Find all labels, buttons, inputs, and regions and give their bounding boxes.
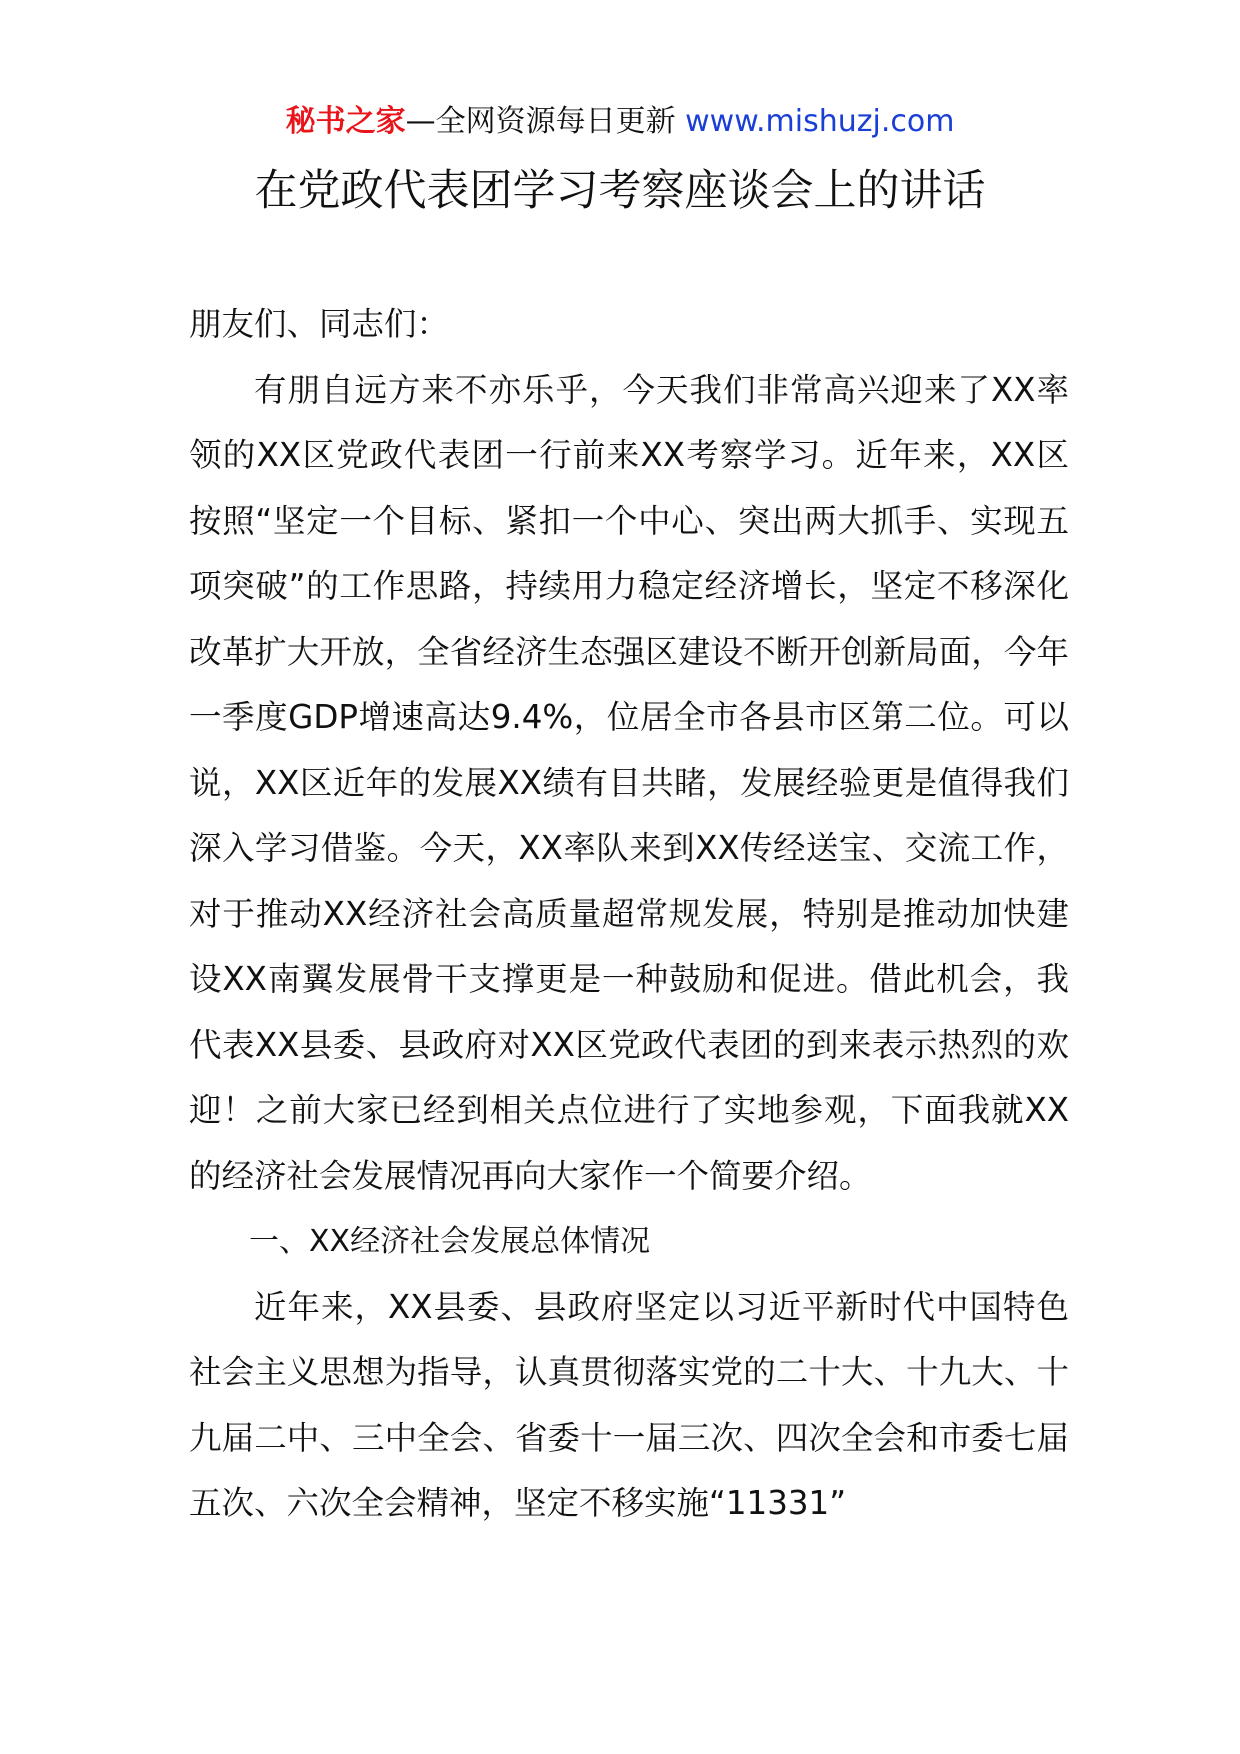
site-url-link[interactable]: www.mishuzj.com: [685, 104, 955, 139]
section-heading: 一、XX经济社会发展总体情况: [249, 1224, 651, 1259]
section-paragraph: 近年来，XX县委、县政府坚定以习近平新时代中国特色社会主义思想为指导，认真贯彻落实党的二十大、十九大、十九届二中、三中全会、省委十一届三次、四次全会和市委七届五次、六次全会精神，坚定不移实施“11331”: [189, 1287, 1069, 1522]
body-paragraph: 有朋自远方来不亦乐乎，今天我们非常高兴迎来了XX率领的XX区党政代表团一行前来XX考察学习。近年来，XX区按照“坚定一个目标、紧扣一个中心、突出两大抓手、实现五项突破”的工作思路，持续用力稳定经济增长，坚定不移深化改革扩大开放，全省经济生态强区建设不断开创新局面，今年一季度GDP增速高达9.4%，位居全市各县市区第二位。可以说，XX区近年的发展XX绩有目共睹，发展经验更是值得我们深入学习借鉴。今天，XX率队来到XX传经送宝、交流工作，对于推动XX经济社会高质量超常规发展，特别是推动加快建设XX南翼发展骨干支撑更是一种鼓励和促进。借此机会，我代表XX县委、县政府对XX区党政代表团的到来表示热烈的欢迎！之前大家已经到相关点位进行了实地参观，下面我就XX的经济社会发展情况再向大家作一个简要介绍。: [189, 370, 1069, 1195]
site-brand: 秘书之家: [285, 104, 406, 139]
document-body: [189, 292, 1069, 1537]
document-title: 在党政代表团学习考察座谈会上的讲话: [254, 166, 986, 216]
salutation: 朋友们、同志们：: [189, 305, 450, 343]
site-header: [0, 100, 1240, 144]
site-tagline: —全网资源每日更新: [405, 104, 676, 139]
